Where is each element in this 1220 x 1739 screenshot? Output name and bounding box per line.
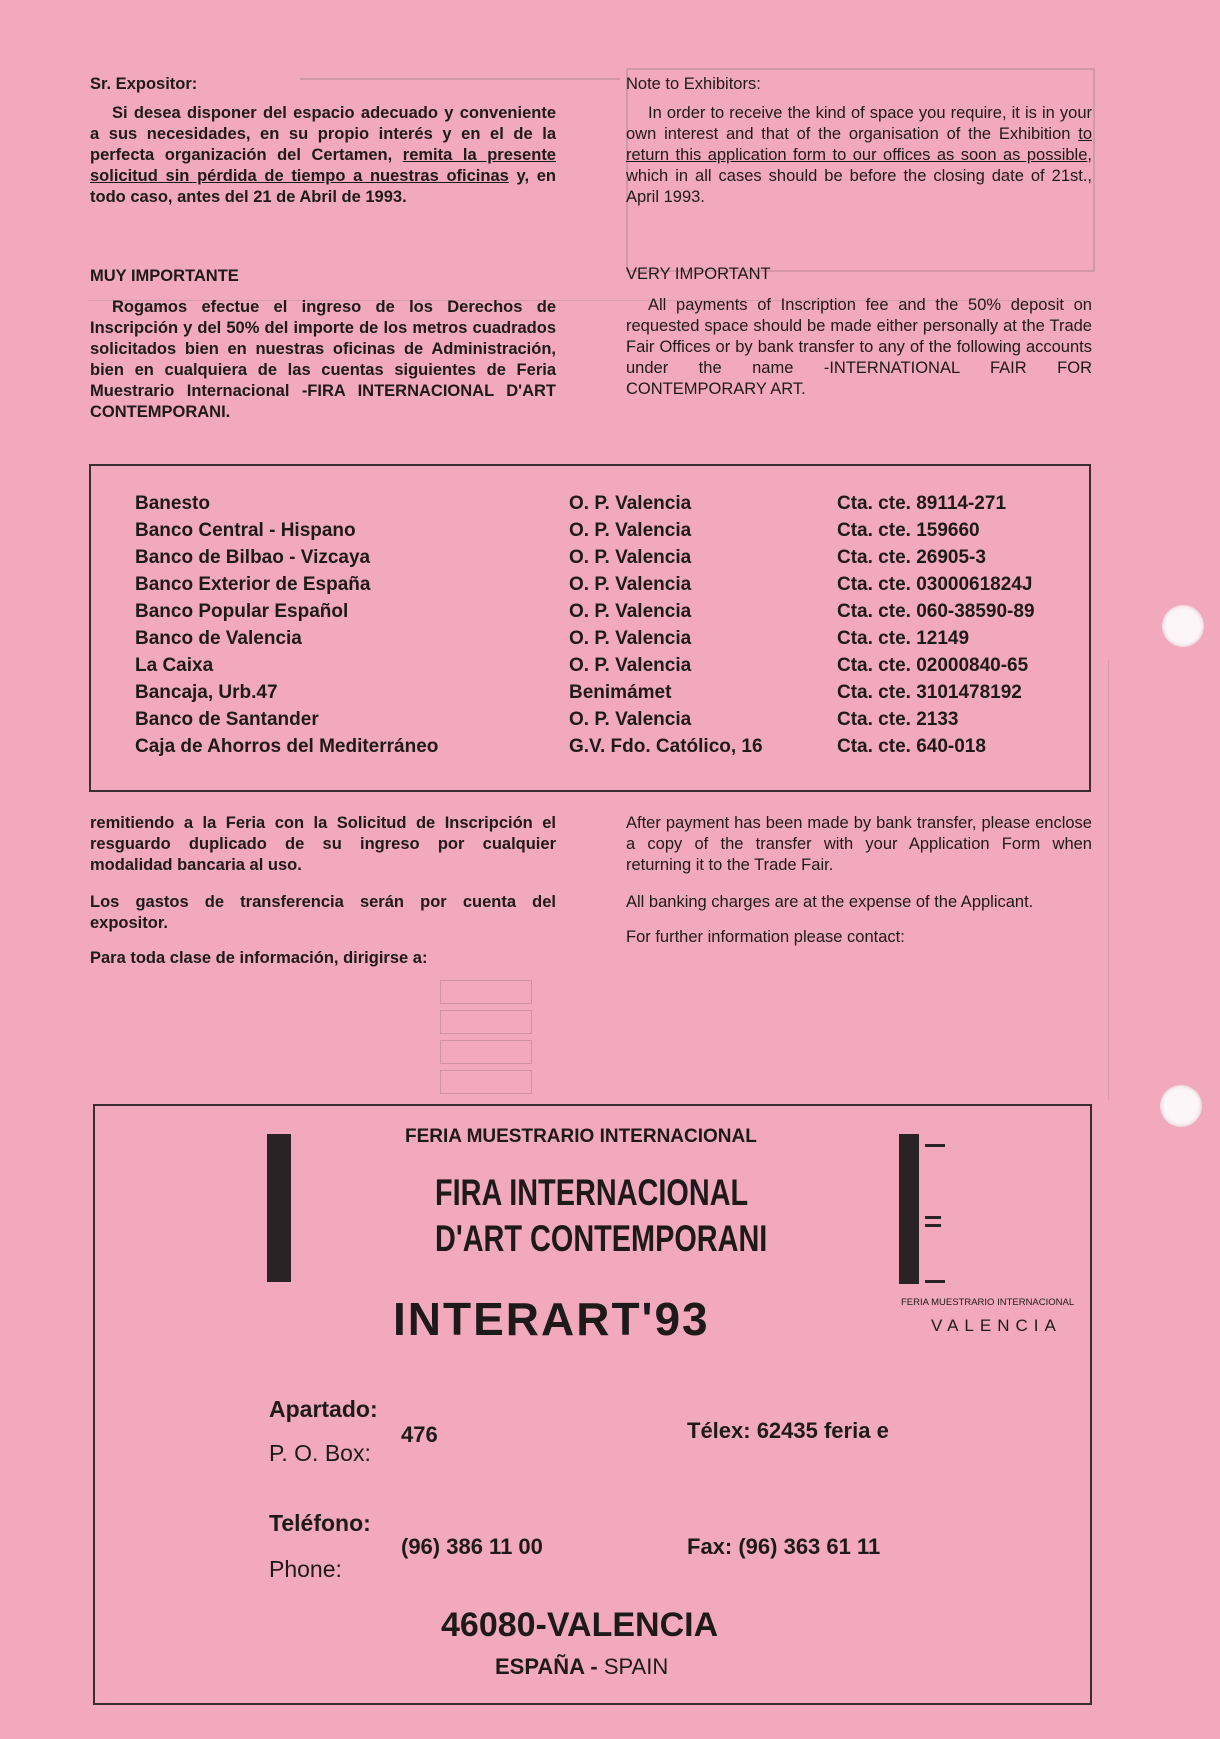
punch-hole [1162, 605, 1204, 647]
bank-office: O. P. Valencia [569, 520, 692, 541]
bank-name: Banco Popular Español [135, 601, 349, 622]
spanish-intro-start: Si desea disponer del espacio adecuado y conveniente a sus necesidades, en su propio interés y en el de la perfecta organización del Certamen, [90, 104, 556, 164]
phone-label-en: Phone: [269, 1556, 342, 1582]
logo-stroke [925, 1144, 945, 1147]
english-intro-underlined: to return this application form to our offices as soon as possible [626, 125, 1092, 164]
spanish-intro-underlined: remita la presente solicitud sin pérdida de tiempo a nuestras oficinas [90, 146, 556, 185]
logo-bar [899, 1134, 919, 1284]
bank-office: O. P. Valencia [569, 547, 692, 568]
bank-name: Bancaja, Urb.47 [135, 682, 278, 703]
bank-row [91, 547, 1089, 574]
pobox-label-es: Apartado: [269, 1396, 378, 1422]
pobox-label-en: P. O. Box: [269, 1440, 371, 1466]
show-through-decoration [440, 1070, 532, 1094]
bank-name: La Caixa [135, 655, 214, 676]
show-through-decoration [440, 1010, 532, 1034]
english-charges: All banking charges are at the expense of the Applicant. [626, 893, 1034, 911]
bank-account: Cta. cte. 3101478192 [837, 682, 1022, 703]
spanish-important-text: Rogamos efectue el ingreso de los Derechos de Inscripción y del 50% del importe de los metros cuadrados solicitados bien en nuestras oficinas de Administración, bien en cualquiera de las cuentas siguientes de Feria Muestrario Internacional -FIRA INTERNACIONAL D'ART CONTEMPORANI. [90, 298, 556, 421]
bank-row [91, 574, 1089, 601]
spanish-greeting: Sr. Expositor: [90, 75, 198, 93]
bank-row [91, 601, 1089, 628]
english-important-section [626, 264, 1092, 414]
bank-name: Banesto [135, 493, 210, 514]
organization-header: FERIA MUESTRARIO INTERNACIONAL [405, 1126, 757, 1147]
logo-stroke [925, 1224, 941, 1227]
country-separator: - [584, 1654, 604, 1679]
bank-account: Cta. cte. 159660 [837, 520, 980, 541]
bank-name: Banco Central - Hispano [135, 520, 356, 541]
english-greeting: Note to Exhibitors: [626, 75, 761, 93]
country-line [495, 1654, 668, 1680]
bank-row [91, 520, 1089, 547]
pobox-value: 476 [401, 1422, 438, 1447]
bank-name: Banco de Santander [135, 709, 319, 730]
fax-number: Fax: (96) 363 61 11 [687, 1534, 881, 1559]
logo-stroke [925, 1280, 945, 1283]
phone-label-es: Teléfono: [269, 1510, 371, 1536]
bank-name: Banco Exterior de España [135, 574, 371, 595]
bank-account: Cta. cte. 26905-3 [837, 547, 986, 568]
bank-account: Cta. cte. 12149 [837, 628, 970, 649]
contact-address-box [93, 1104, 1092, 1705]
bank-account: Cta. cte. 89114-271 [837, 493, 1007, 514]
bank-row [91, 493, 1089, 520]
spanish-important-section [90, 266, 556, 437]
english-intro-end: , which in all cases should be before the closing date of 21st., April 1993. [626, 146, 1092, 206]
bank-office: O. P. Valencia [569, 628, 692, 649]
bank-account: Cta. cte. 0300061824J [837, 574, 1033, 595]
english-intro-section [626, 74, 1092, 222]
phone-number: (96) 386 11 00 [401, 1534, 543, 1559]
english-contact: For further information please contact: [626, 928, 905, 946]
bank-accounts-box [89, 464, 1091, 792]
bank-office: O. P. Valencia [569, 709, 692, 730]
bank-account: Cta. cte. 640-018 [837, 736, 986, 757]
show-through-decoration [1108, 660, 1129, 1100]
bank-office: O. P. Valencia [569, 493, 692, 514]
country-es: ESPAÑA [495, 1654, 585, 1679]
event-name: INTERART'93 [393, 1293, 710, 1345]
bank-row [91, 682, 1089, 709]
show-through-decoration [440, 1040, 532, 1064]
english-intro-start: In order to receive the kind of space you require, it is in your own interest and that of the organisation of the Exhibition [626, 104, 1092, 143]
postal-city: 46080-VALENCIA [441, 1606, 719, 1644]
spanish-intro-paragraph [90, 103, 556, 208]
left-decorative-bar [267, 1134, 291, 1282]
spanish-contact: Para toda clase de información, dirigirse a: [90, 949, 428, 967]
english-intro-paragraph [626, 103, 1092, 208]
fair-logo [899, 1132, 1099, 1335]
logo-caption: FERIA MUESTRARIO INTERNACIONAL [901, 1297, 1075, 1308]
bank-account: Cta. cte. 2133 [837, 709, 959, 730]
bank-row [91, 709, 1089, 736]
english-important-text: All payments of Inscription fee and the 50% deposit on requested space should be made either personally at the Trade Fair Offices or by bank transfer to any of the following accounts under the name -INTERNATIONAL FAIR FOR CONTEMPORARY ART. [626, 296, 1092, 398]
english-after-payment: After payment has been made by bank transfer, please enclose a copy of the transfer with your Application Form when returning it to the Trade Fair. [626, 814, 1092, 874]
telex-number: Télex: 62435 feria e [687, 1418, 889, 1443]
bank-row [91, 628, 1089, 655]
bank-name: Caja de Ahorros del Mediterráneo [135, 736, 439, 757]
bank-account: Cta. cte. 060-38590-89 [837, 601, 1035, 622]
spanish-important-heading: MUY IMPORTANTE [90, 267, 239, 285]
bank-office: O. P. Valencia [569, 601, 692, 622]
spanish-after-payment: remitiendo a la Feria con la Solicitud de Inscripción el resguardo duplicado de su ingreso por cualquier modalidad bancaria al uso. [90, 814, 556, 874]
country-en: SPAIN [603, 1654, 669, 1679]
fair-name-line2: D'ART CONTEMPORANI [435, 1218, 768, 1259]
logo-stroke [925, 1216, 941, 1219]
bank-name: Banco de Valencia [135, 628, 302, 649]
bank-row [91, 736, 1089, 763]
spanish-intro-section [90, 74, 556, 222]
punch-hole [1160, 1085, 1202, 1127]
bank-office: Benimámet [569, 682, 672, 703]
show-through-decoration [440, 980, 532, 1004]
fair-name-line1: FIRA INTERNACIONAL [435, 1172, 749, 1213]
bank-row [91, 655, 1089, 682]
spanish-payment-notes [90, 813, 556, 983]
bank-office: O. P. Valencia [569, 655, 692, 676]
english-important-heading: VERY IMPORTANT [626, 265, 771, 283]
english-payment-notes [626, 813, 1092, 962]
bank-office: G.V. Fdo. Católico, 16 [569, 736, 763, 757]
logo-city: VALENCIA [931, 1316, 1062, 1335]
spanish-intro-end: y, en todo caso, antes del 21 de Abril de 1993. [90, 167, 556, 206]
bank-account: Cta. cte. 02000840-65 [837, 655, 1029, 676]
spanish-charges: Los gastos de transferencia serán por cuenta del expositor. [90, 893, 556, 932]
bank-office: O. P. Valencia [569, 574, 692, 595]
bank-name: Banco de Bilbao - Vizcaya [135, 547, 371, 568]
